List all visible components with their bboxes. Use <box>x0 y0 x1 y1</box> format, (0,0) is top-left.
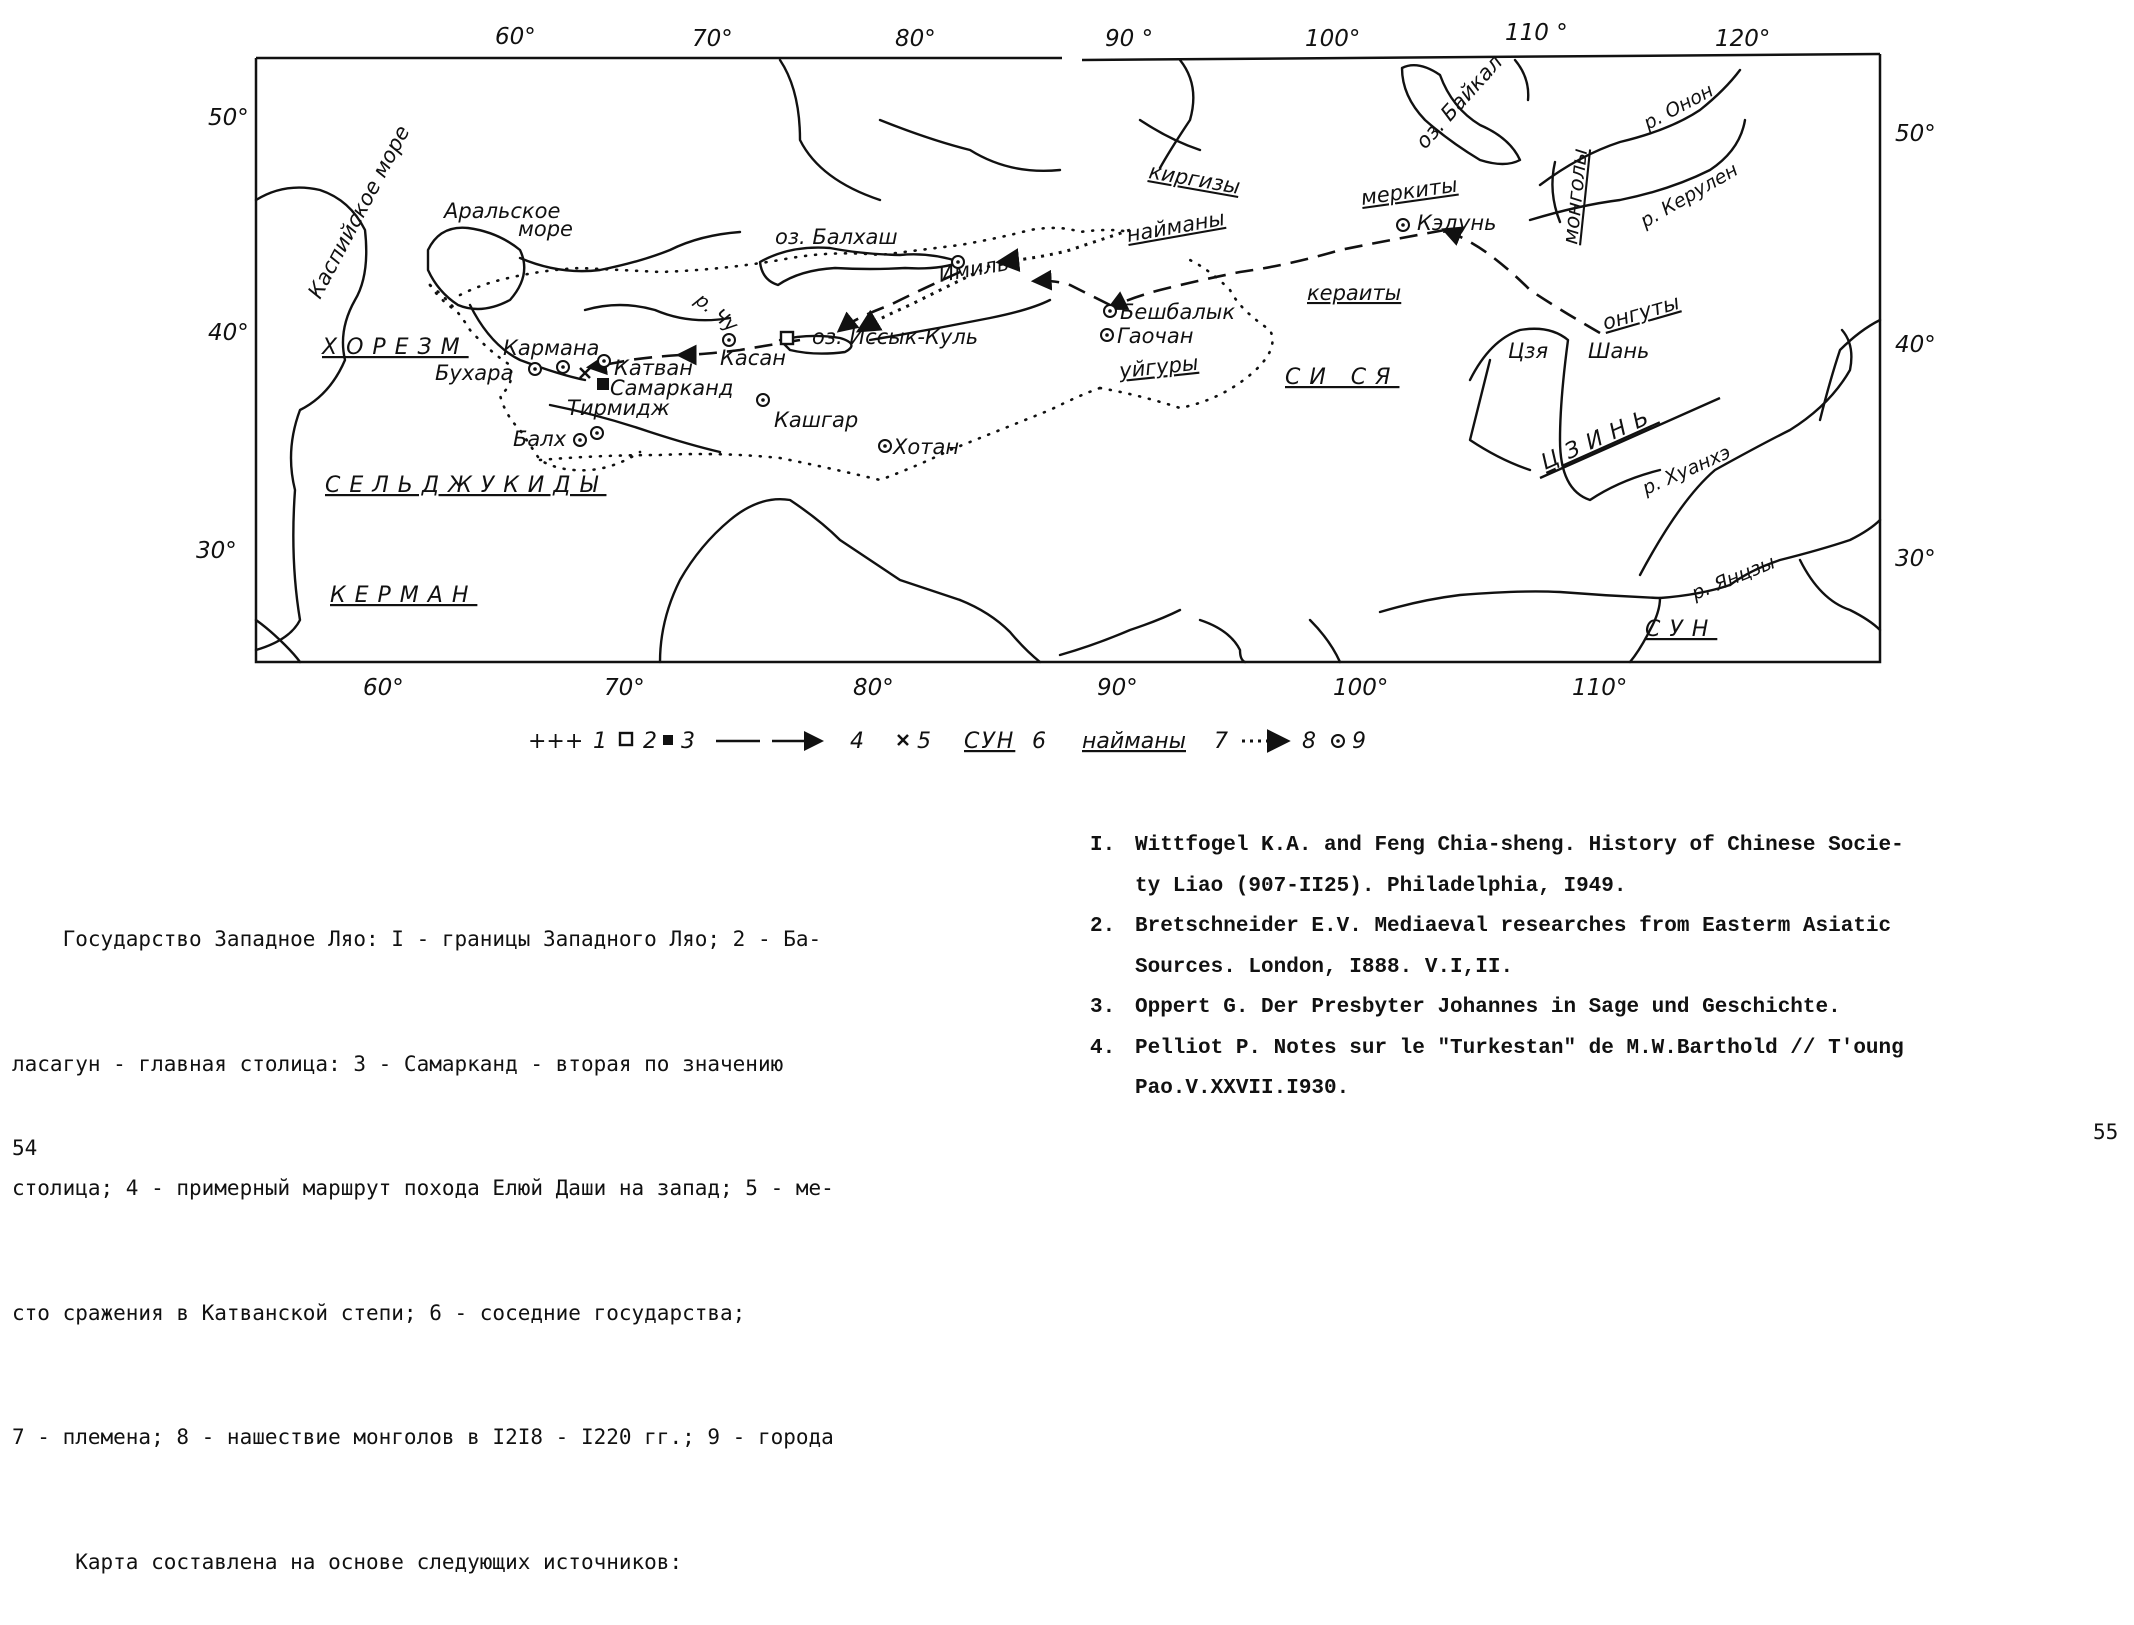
label-aral-sea-1: Аральское <box>444 199 561 223</box>
reference-text: Wittfogel K.A. and Feng Chia-sheng. History of Chinese Socie- ty Liao (907-II25). Philadelphia, I949. <box>1135 834 1904 898</box>
legend-num-3: 3 <box>681 729 695 754</box>
label-tribe-kirgizy: киргизы <box>1147 159 1242 199</box>
label-city-katvan: Катван <box>614 356 693 380</box>
label-city-kashgar: Кашгар <box>774 408 859 432</box>
reference-item <box>1090 826 2130 907</box>
legend-balasagun-square <box>620 733 632 745</box>
lat-right-30: 30° <box>1895 546 1936 572</box>
lon-top-110: 110 ° <box>1505 20 1568 46</box>
label-river-chu: р. Чу <box>690 288 743 337</box>
lon-bottom-90: 90° <box>1097 675 1138 701</box>
label-river-onon: р. Онон <box>1640 79 1718 135</box>
label-state-jin: ЦЗИНЬ <box>1537 402 1661 476</box>
label-city-imil: Имиль <box>936 250 1011 287</box>
lon-top-60: 60° <box>495 24 536 50</box>
longitude-labels-bottom <box>363 675 1627 701</box>
legend-num-2: 2 <box>643 729 657 754</box>
lon-top-90: 90 ° <box>1105 26 1154 52</box>
map-legend <box>528 729 1366 754</box>
lat-left-50: 50° <box>208 105 249 131</box>
label-river-kerulen: р. Керулен <box>1636 158 1742 233</box>
mongol-invasion <box>860 230 1130 330</box>
latitude-labels-right <box>1895 121 1936 572</box>
legend-battle-cross <box>898 735 908 745</box>
capital-balasagun <box>781 332 793 344</box>
legend-num-4: 4 <box>850 729 864 754</box>
label-lake-issyk-kul: оз. Иссык-Куль <box>812 325 979 349</box>
reference-number: 4. <box>1090 1036 1116 1060</box>
label-tribe-mongoly: монголы <box>1558 147 1593 246</box>
reference-text: Bretschneider E.V. Mediaeval researches from Easterm Asiatic Sources. London, I888. V.I,II. <box>1135 915 1892 979</box>
label-city-bukhara: Бухара <box>435 361 514 385</box>
label-city-kermana: Кармана <box>503 336 600 360</box>
legend-num-9: 9 <box>1352 729 1366 754</box>
references-list <box>1090 826 2130 1110</box>
reference-item <box>1090 988 2130 1029</box>
latitude-labels-left <box>196 105 249 564</box>
page-number-right: 55 <box>2093 1120 2119 1144</box>
legend-num-6: 6 <box>1032 729 1046 754</box>
label-state-xixia: СИ СЯ <box>1285 365 1400 390</box>
legend-samarkand-square <box>663 735 673 745</box>
label-tribe-keraity: кераиты <box>1307 281 1402 305</box>
legend-crosses: +++ <box>528 729 584 754</box>
label-city-khotan: Хотан <box>893 435 960 459</box>
legend-num-5: 5 <box>917 729 931 754</box>
label-tribe-uigury: уйгуры <box>1118 350 1200 383</box>
label-river-huanghe: р. Хуанхэ <box>1639 441 1735 500</box>
label-aral-sea-2: море <box>518 217 573 241</box>
legend-num-8: 8 <box>1302 729 1316 754</box>
label-city-samarkand: Самарканд <box>610 376 734 400</box>
label-lake-baikal: оз. Байкал <box>1410 50 1508 154</box>
caption-line: Карта составлена на основе следующих источников: <box>12 1549 683 1574</box>
lat-left-40: 40° <box>208 320 249 346</box>
reference-number: I. <box>1090 834 1116 857</box>
longitude-labels-top <box>495 20 1770 52</box>
reference-number: 3. <box>1090 996 1116 1019</box>
label-state-song: СУН <box>1645 617 1718 642</box>
reference-item <box>1090 1029 2130 1110</box>
lon-top-80: 80° <box>895 26 936 52</box>
caption-line: 7 - племена; 8 - нашествие монголов в I2I8 - I220 гг.; 9 - города <box>12 1425 834 1449</box>
caption-line: ласагун - главная столица: 3 - Самарканд - вторая по значению <box>12 1051 784 1076</box>
battle-site <box>580 368 590 378</box>
reference-text: Pelliot P. Notes sur le "Turkestan" de M.W.Barthold // T'oung Pao.V.XXVII.I930. <box>1135 1036 1904 1100</box>
capital-samarkand <box>597 378 609 390</box>
lon-top-100: 100° <box>1305 26 1361 52</box>
lon-bottom-100: 100° <box>1333 675 1389 701</box>
caption-line: Государство Западное Ляо: I - границы Западного Ляо; 2 - Ба- <box>12 927 822 951</box>
legend-num-1: 1 <box>593 729 607 754</box>
label-city-shan: Шань <box>1588 339 1650 363</box>
label-city-balkh: Балх <box>513 427 567 451</box>
label-tribe-ongut: онгуты <box>1599 289 1683 335</box>
lat-left-30: 30° <box>196 538 237 564</box>
label-city-tirmidh: Тирмидж <box>567 396 670 420</box>
lon-bottom-70: 70° <box>604 675 645 701</box>
label-lake-balkhash: оз. Балхаш <box>775 225 898 249</box>
lon-bottom-110: 110° <box>1572 675 1628 701</box>
lon-bottom-60: 60° <box>363 675 404 701</box>
label-state-khorezm: ХОРЕЗМ <box>322 335 469 360</box>
lat-right-50: 50° <box>1895 121 1936 147</box>
lon-top-120: 120° <box>1715 26 1771 52</box>
label-state-kerman: КЕРМАН <box>330 583 478 608</box>
label-state-seljuks: СЕЛЬДЖУКИДЫ <box>325 473 607 498</box>
label-city-tszya: Цзя <box>1508 339 1549 363</box>
caption-line: сто сражения в Катванской степи; 6 - соседние государства; <box>12 1300 746 1325</box>
reference-number: 2. <box>1090 915 1116 938</box>
legend-num-7: 7 <box>1214 729 1228 754</box>
legend-naimany-label: найманы <box>1082 729 1186 754</box>
legend-city-dot <box>1332 735 1344 747</box>
lon-bottom-80: 80° <box>853 675 894 701</box>
map-caption <box>12 836 1062 1625</box>
lon-top-70: 70° <box>692 26 733 52</box>
lat-right-40: 40° <box>1895 332 1936 358</box>
reference-item <box>1090 907 2130 988</box>
label-city-kasan: Касан <box>720 346 786 370</box>
caption-line: столица; 4 - примерный маршрут похода Елюй Даши на запад; 5 - ме- <box>12 1176 834 1200</box>
label-city-gaochang: Гаочан <box>1117 324 1194 348</box>
label-tribe-naimany: найманы <box>1124 206 1227 247</box>
label-city-beshbalyk: Бешбалык <box>1120 300 1236 324</box>
legend-sun-label: СУН <box>964 729 1016 754</box>
label-river-yangtze: р. Янцзы <box>1688 551 1779 605</box>
page-number-left: 54 <box>12 1136 38 1160</box>
label-caspian-sea: Каспийское море <box>303 121 415 303</box>
reference-text: Oppert G. Der Presbyter Johannes in Sage und Geschichte. <box>1135 996 1841 1019</box>
label-city-kedun: Кэдунь <box>1417 211 1497 235</box>
label-tribe-merkity: меркиты <box>1359 172 1459 210</box>
